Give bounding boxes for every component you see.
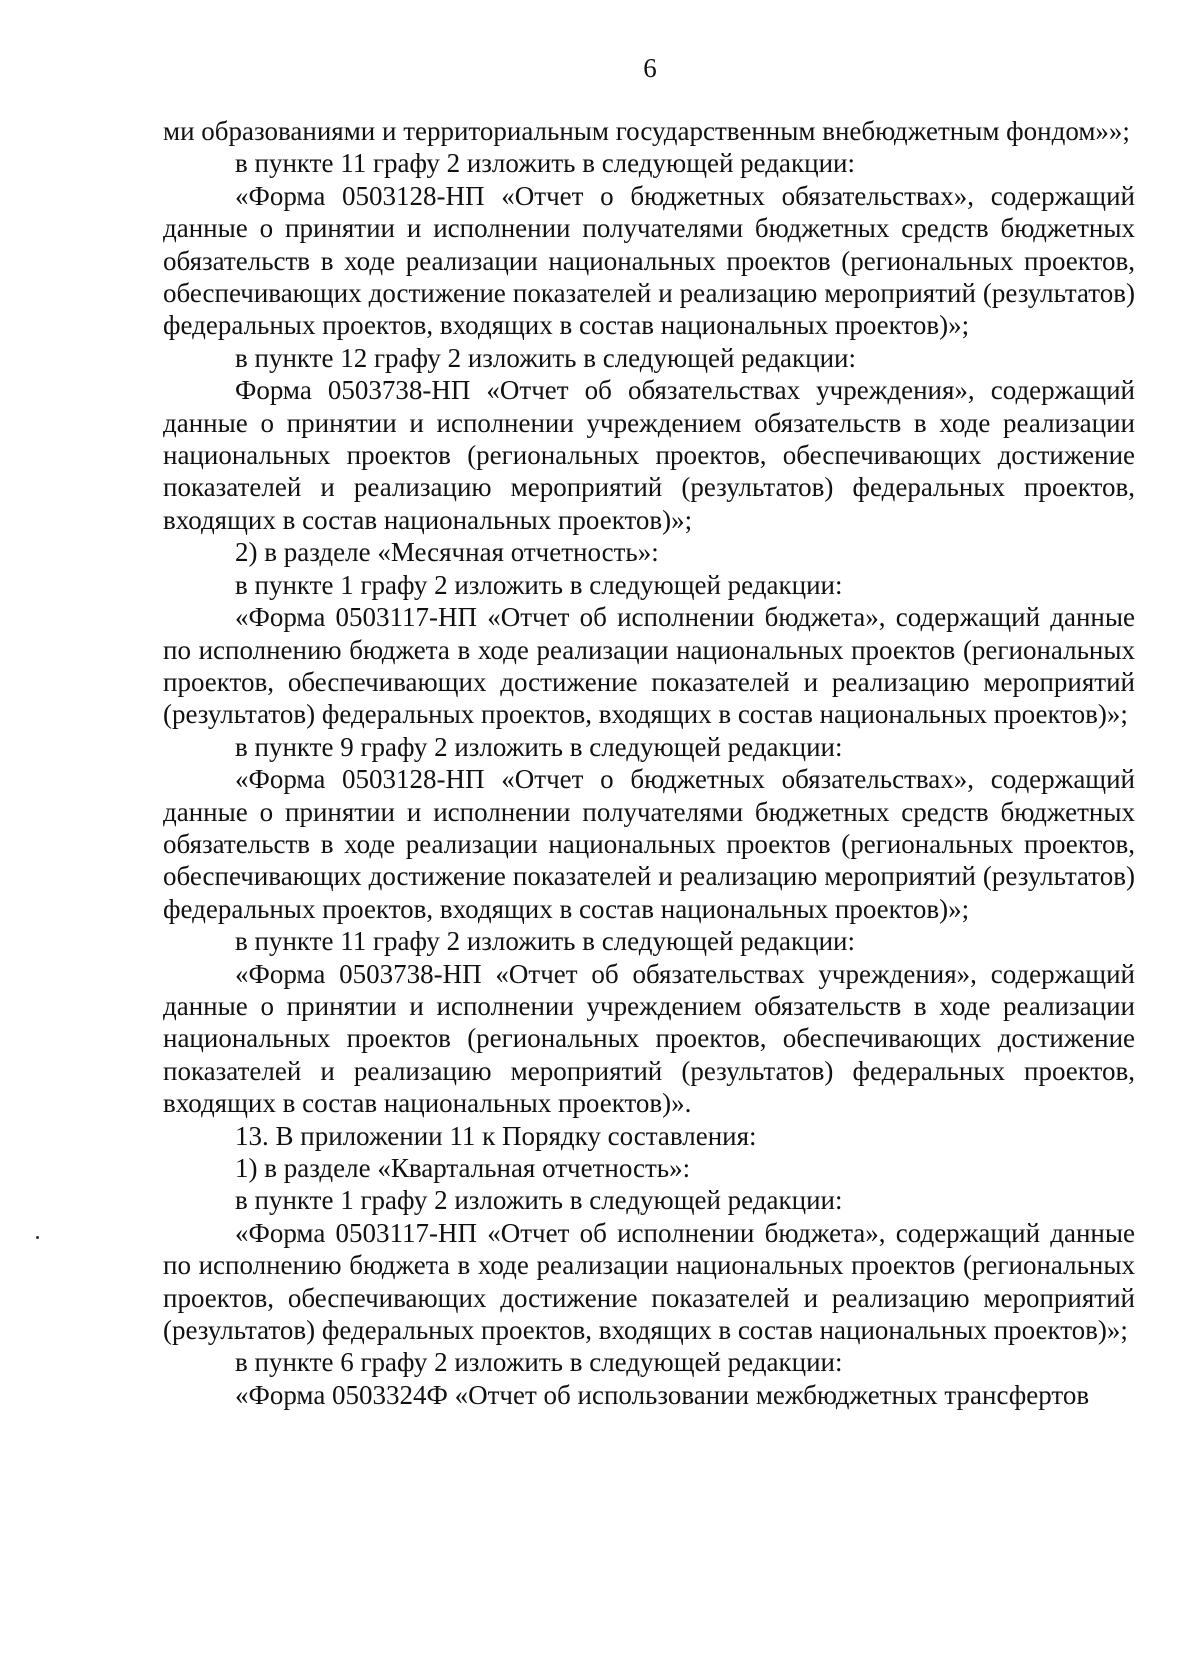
paragraph-6: 2) в разделе «Месячная отчетность»: (235, 537, 659, 568)
paragraph-18: «Форма 0503324Ф «Отчет об использовании межбюджетных трансфертов (235, 1379, 1090, 1410)
paragraph-13: 13. В приложении 11 к Порядку составления: (235, 1120, 757, 1151)
paragraph-8: «Форма 0503117-НП «Отчет об исполнении бюджета», содержащий данные по исполнению бюджета в ходе реализации национальных проектов (региональных проектов, обеспечивающих достижение показателей и реализацию мероприятий (результатов) федеральных проектов, входящих в состав национальных проектов)»; (163, 602, 1135, 730)
paragraph-4: в пункте 12 графу 2 изложить в следующей редакции: (235, 342, 856, 373)
paragraph-11: в пункте 11 графу 2 изложить в следующей редакции: (235, 926, 855, 957)
paragraph-1: ми образованиями и территориальным государственным внебюджетным фондом»»; (163, 116, 1130, 146)
paragraph-14: 1) в разделе «Квартальная отчетность»: (235, 1153, 691, 1183)
paragraph-16: «Форма 0503117-НП «Отчет об исполнении бюджета», содержащий данные по исполнению бюджета в ходе реализации национальных проектов (региональных проектов, обеспечивающих достижение показателей и реализацию мероприятий (результатов) федеральных проектов, входящих в состав национальных проектов)»; (163, 1217, 1135, 1346)
scan-dot-mark (36, 1236, 39, 1239)
paragraph-3: «Форма 0503128-НП «Отчет о бюджетных обязательствах», содержащий данные о принятии и исполнении получателями бюджетных средств бюджетных обязательств в ходе реализации национальных проектов (региональных проектов, обеспечивающих достижение показателей и реализацию мероприятий (результатов) федеральных проектов, входящих в состав национальных проектов)»; (163, 180, 1135, 341)
paragraph-9: в пункте 9 графу 2 изложить в следующей редакции: (235, 731, 843, 762)
paragraph-2: в пункте 11 графу 2 изложить в следующей редакции: (235, 148, 855, 179)
paragraph-17: в пункте 6 графу 2 изложить в следующей редакции: (235, 1347, 843, 1378)
paragraph-15: в пункте 1 графу 2 изложить в следующей редакции: (235, 1185, 843, 1216)
paragraph-7: в пункте 1 графу 2 изложить в следующей редакции: (235, 569, 843, 600)
paragraph-10: «Форма 0503128-НП «Отчет о бюджетных обязательствах», содержащий данные о принятии и исполнении получателями бюджетных средств бюджетных обязательств в ходе реализации национальных проектов (региональных проектов, обеспечивающих достижение показателей и реализацию мероприятий (результатов) федеральных проектов, входящих в состав национальных проектов)»; (163, 764, 1135, 924)
page-number: 6 (643, 53, 657, 83)
paragraph-5: Форма 0503738-НП «Отчет об обязательствах учреждения», содержащий данные о принятии и исполнении учреждением обязательств в ходе реализации национальных проектов (региональных проектов, обеспечивающих достижение показателей и реализацию мероприятий (результатов) федеральных проектов, входящих в состав национальных проектов)»; (163, 375, 1135, 535)
paragraph-12: «Форма 0503738-НП «Отчет об обязательствах учреждения», содержащий данные о принятии и исполнении учреждением обязательств в ходе реализации национальных проектов (региональных проектов, обеспечивающих достижение показателей и реализацию мероприятий (результатов) федеральных проектов, входящих в состав национальных проектов)». (163, 958, 1135, 1119)
document-body (163, 115, 1135, 1411)
